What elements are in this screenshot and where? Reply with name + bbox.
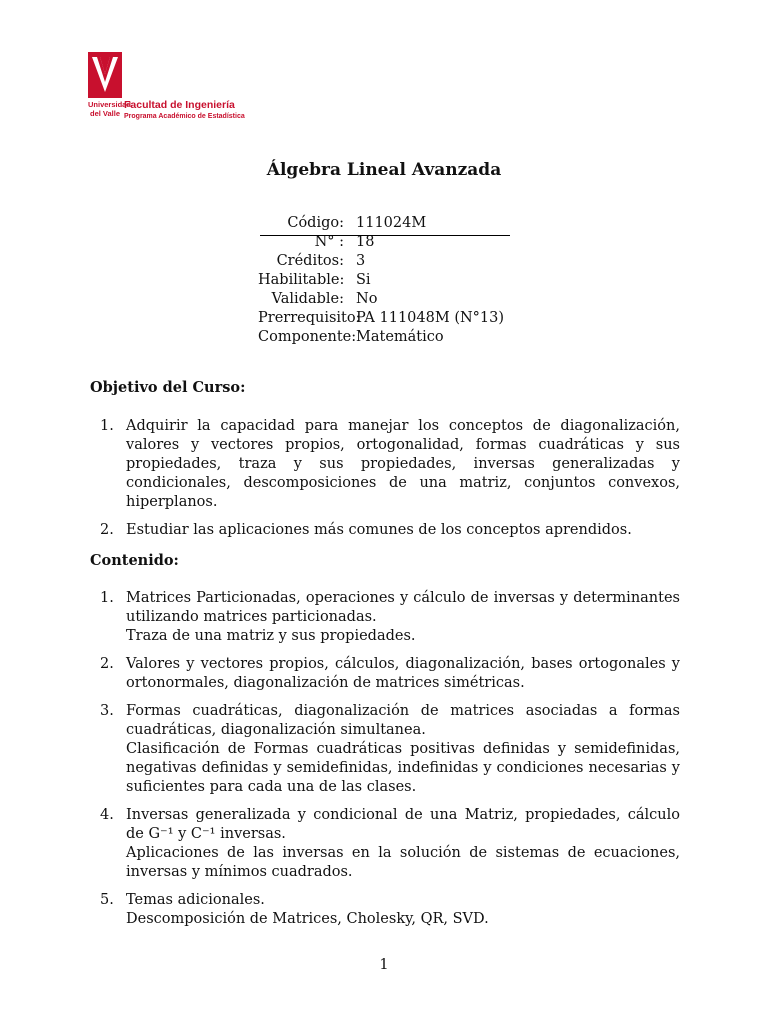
info-value: Matemático (356, 329, 444, 345)
info-row (258, 328, 508, 347)
info-row (258, 214, 508, 233)
university-name: Universidad del Valle (88, 100, 131, 118)
info-label: Componente: (258, 329, 357, 345)
faculty-name: Facultad de Ingeniería (124, 99, 235, 111)
item-text: Aplicaciones de las inversas en la solución de sistemas de ecuaciones, inversas y mínimos cuadrados. (126, 845, 680, 880)
list-item (100, 891, 680, 929)
item-text: Valores y vectores propios, cálculos, diagonalización, bases ortogonales y ortonormales, diagonalización de matrices simétricas. (126, 656, 680, 691)
info-value: 18 (356, 234, 375, 250)
item-text: Temas adicionales. (126, 892, 265, 908)
item-text: Inversas generalizada y condicional de una Matriz, propiedades, cálculo de G⁻¹ y C⁻¹ inversas. (126, 807, 680, 842)
item-text: Clasificación de Formas cuadráticas positivas definidas y semidefinidas, negativas definidas y semidefinidas, indefinidas y condiciones necesarias y suficientes para cada una de las clases. (126, 741, 680, 795)
item-number: 5. (100, 892, 114, 908)
info-row (258, 252, 508, 271)
item-number: 4. (100, 807, 114, 823)
item-number: 2. (100, 522, 114, 538)
header-rule (260, 235, 510, 236)
univalle-shield-icon (88, 52, 122, 98)
list-item (100, 655, 680, 693)
info-value: No (356, 291, 378, 307)
item-text: Matrices Particionadas, operaciones y cálculo de inversas y determinantes utilizando matrices particionadas. (126, 590, 680, 625)
item-text: Adquirir la capacidad para manejar los conceptos de diagonalización, valores y vectores propios, ortogonalidad, formas cuadráticas y sus propiedades, traza y sus propiedades, inversas generalizadas y condicionales, descomposiciones de una matriz, conjuntos convexos, hiperplanos. (126, 418, 680, 510)
info-value: PA 111048M (N°13) (356, 310, 505, 326)
list-item (100, 702, 680, 797)
university-logo (88, 52, 268, 128)
info-label: Validable: (271, 291, 344, 307)
info-row (258, 290, 508, 309)
content-heading: Contenido: (90, 552, 179, 569)
info-label: N° : (314, 234, 344, 250)
info-label: Prerrequisito: (258, 310, 361, 326)
info-label: Habilitable: (258, 272, 345, 288)
item-number: 3. (100, 703, 114, 719)
program-name: Programa Académico de Estadística (124, 113, 245, 120)
objective-heading: Objetivo del Curso: (90, 379, 246, 396)
item-text: Descomposición de Matrices, Cholesky, QR, SVD. (126, 911, 489, 927)
document-title: Álgebra Lineal Avanzada (266, 160, 502, 180)
item-text: Estudiar las aplicaciones más comunes de los conceptos aprendidos. (126, 522, 632, 538)
info-value: Si (356, 272, 371, 288)
list-item (100, 806, 680, 882)
info-label: Código: (287, 215, 344, 231)
content-list (100, 589, 680, 929)
objective-list (100, 417, 680, 540)
list-item (100, 521, 680, 540)
info-value: 3 (356, 253, 366, 269)
item-text: Formas cuadráticas, diagonalización de matrices asociadas a formas cuadráticas, diagonalización simultanea. (126, 703, 680, 738)
info-row (258, 309, 508, 328)
info-row (258, 271, 508, 290)
item-number: 1. (100, 418, 114, 434)
item-text: Traza de una matriz y sus propiedades. (126, 628, 416, 644)
list-item (100, 417, 680, 512)
list-item (100, 589, 680, 646)
course-info-table (258, 214, 508, 347)
info-label: Créditos: (276, 253, 344, 269)
page-number: 1 (379, 957, 389, 973)
item-number: 1. (100, 590, 114, 606)
info-value: 111024M (356, 215, 427, 231)
item-number: 2. (100, 656, 114, 672)
